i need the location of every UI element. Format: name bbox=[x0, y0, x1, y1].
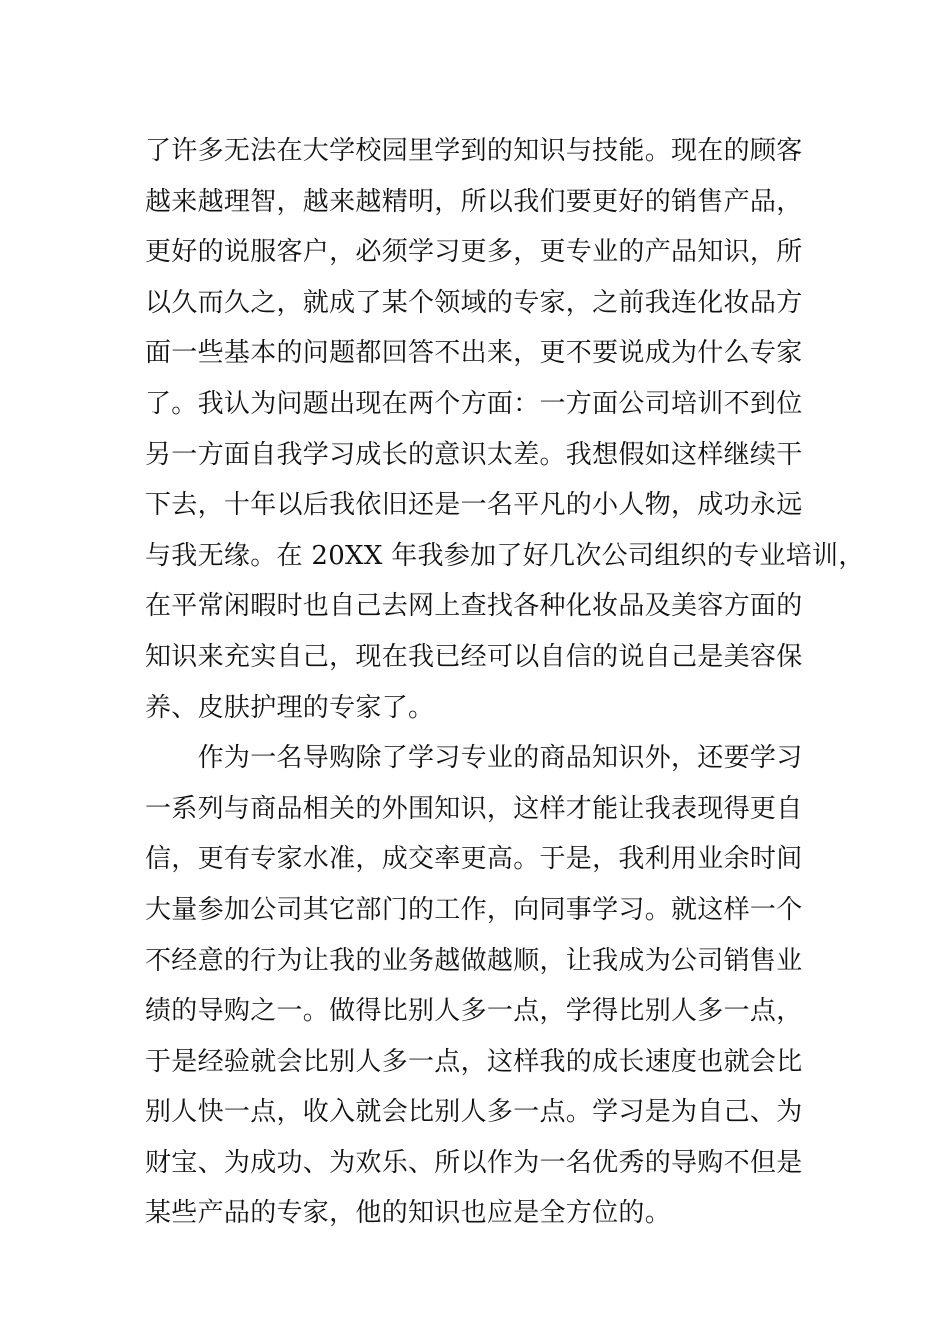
text-line: 养、皮肤护理的专家了。 bbox=[145, 692, 435, 723]
text-line: 某些产品的专家，他的知识也应是全方位的。 bbox=[145, 1198, 672, 1229]
paragraph-1 bbox=[145, 126, 865, 733]
text-line: 越来越理智，越来越精明，所以我们要更好的销售产品， bbox=[145, 186, 803, 217]
text-line: 更好的说服客户，必须学习更多，更专业的产品知识，所 bbox=[145, 237, 803, 268]
text-line: 在平常闲暇时也自己去网上查找各种化妆品及美容方面的 bbox=[145, 591, 803, 622]
text-line: 于是经验就会比别人多一点，这样我的成长速度也就会比 bbox=[145, 1046, 803, 1077]
text-line: 一系列与商品相关的外围知识，这样才能让我表现得更自 bbox=[145, 793, 803, 824]
text-line: 信，更有专家水准，成交率更高。于是，我利用业余时间 bbox=[145, 844, 803, 875]
text-line: 作为一名导购除了学习专业的商品知识外，还要学习 bbox=[145, 743, 803, 774]
document-body bbox=[145, 126, 865, 1239]
text-line: 面一些基本的问题都回答不出来，更不要说成为什么专家 bbox=[145, 338, 803, 369]
text-line: 绩的导购之一。做得比别人多一点，学得比别人多一点， bbox=[145, 996, 803, 1027]
text-line: 另一方面自我学习成长的意识太差。我想假如这样继续干 bbox=[145, 439, 803, 470]
text-line: 大量参加公司其它部门的工作，向同事学习。就这样一个 bbox=[145, 894, 803, 925]
text-line: 下去，十年以后我依旧还是一名平凡的小人物，成功永远 bbox=[145, 490, 803, 521]
text-line: 别人快一点，收入就会比别人多一点。学习是为自己、为 bbox=[145, 1097, 803, 1128]
text-line: 财宝、为成功、为欢乐、所以作为一名优秀的导购不但是 bbox=[145, 1147, 803, 1178]
text-line: 了许多无法在大学校园里学到的知识与技能。现在的顾客 bbox=[145, 136, 803, 166]
text-line: 了。我认为问题出现在两个方面：一方面公司培训不到位 bbox=[145, 388, 803, 419]
text-line: 不经意的行为让我的业务越做越顺，让我成为公司销售业 bbox=[145, 945, 803, 976]
text-line: 知识来充实自己，现在我已经可以自信的说自己是美容保 bbox=[145, 641, 803, 672]
text-line: 与我无缘。在 20XX 年我参加了好几次公司组织的专业培训， bbox=[145, 540, 865, 571]
paragraph-2 bbox=[145, 733, 825, 1239]
text-line: 以久而久之，就成了某个领域的专家，之前我连化妆品方 bbox=[145, 287, 803, 318]
